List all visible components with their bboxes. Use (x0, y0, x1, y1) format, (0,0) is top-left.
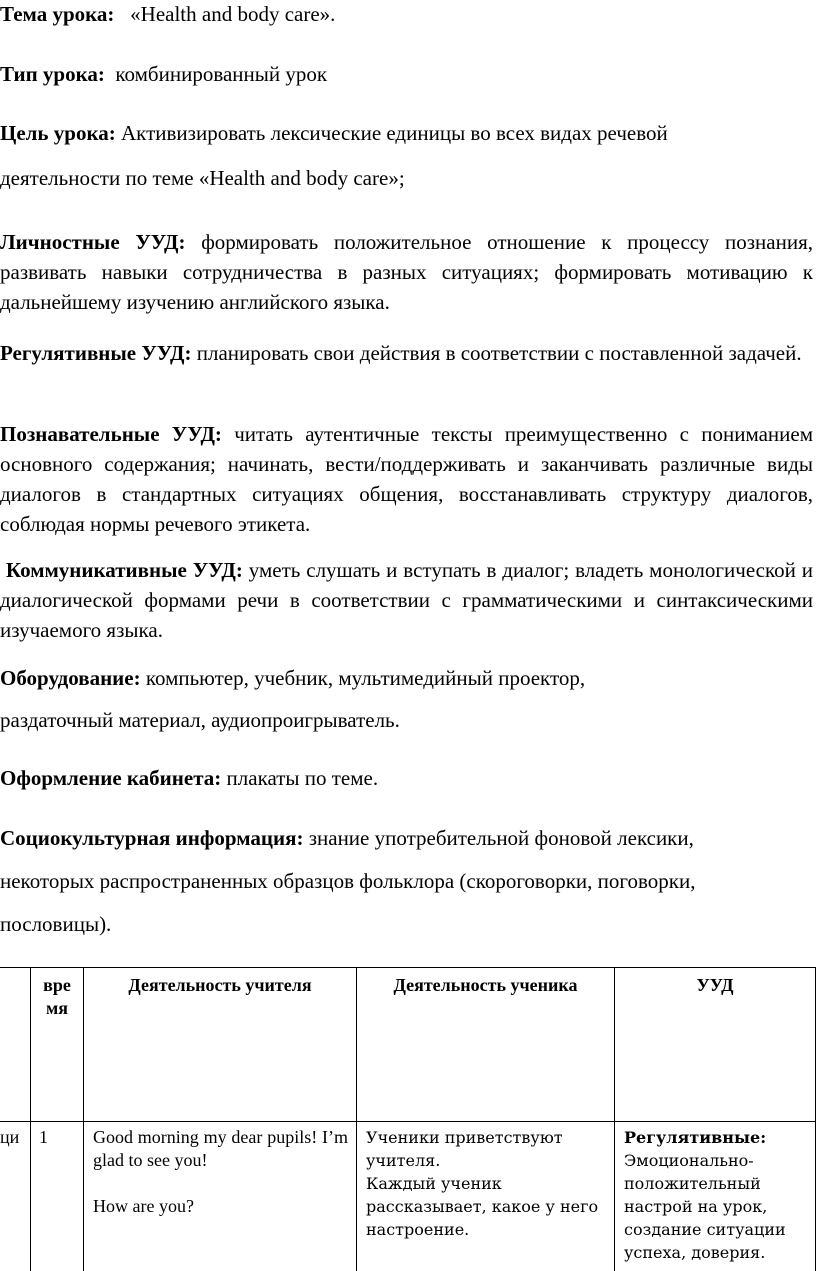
equipment-value-1: компьютер, учебник, мультимедийный проектор, (145, 666, 586, 690)
topic-label: Тема урока: (0, 2, 115, 26)
goal-line-1 (0, 121, 668, 146)
personal-uud (0, 227, 813, 317)
regulative-uud (0, 338, 813, 368)
type-label: Тип урока: (0, 62, 105, 86)
personal-value: формировать положительное отношение к процессу познания, развивать навыки сотрудничества в разных ситуациях; формировать мотивацию к дальнейшему изучению английского языка. (0, 230, 813, 314)
row1-uud-label: Регулятивные: (624, 1128, 767, 1147)
socio-line-1 (0, 826, 694, 851)
socio-value-1: знание употребительной фоновой лексики, (308, 826, 694, 850)
regulative-value: планировать свои действия в соответствии с поставленной задачей. (196, 341, 802, 365)
row1-teacher-cell (83, 1121, 356, 1271)
socio-label: Социокультурная информация: (0, 826, 304, 850)
row1-teacher-question: How are you? (93, 1196, 194, 1216)
goal-value-2: деятельности по теме «Health and body care»; (0, 166, 405, 190)
row1-student-p2: Каждый ученик рассказывает, какое у него настроение. (366, 1174, 599, 1239)
cognitive-value: читать аутентичные тексты преимущественно с пониманием основного содержания; начинать, вести/поддерживать и заканчивать различные виды диалогов в стандартных ситуациях общения, восстанавливать структуру диалогов, соблюдая нормы речевого этикета. (0, 422, 814, 536)
socio-value-2: некоторых распространенных образцов фольклора (скороговорки, поговорки, (0, 869, 696, 893)
equipment-label: Оборудование: (0, 666, 141, 690)
communicative-value: уметь слушать и вступать в диалог; владеть монологической и диалогической формами речи в соответствии с грамматическими и синтаксическими изучаемого языка. (0, 558, 813, 642)
row1-uud-cell (614, 1121, 815, 1271)
header-time-line1: вре (43, 975, 71, 995)
room-line (0, 766, 378, 791)
row1-stage-cell (0, 1121, 30, 1271)
row1-time: 1 (39, 1127, 48, 1147)
equipment-line-1 (0, 666, 585, 691)
equipment-value-2: раздаточный материал, аудиопроигрыватель. (0, 708, 400, 732)
cognitive-uud (0, 419, 813, 539)
header-student-cell (356, 967, 614, 1121)
header-time-line2: мя (46, 998, 68, 1018)
topic-value: «Health and body care». (130, 2, 336, 26)
topic-line (0, 2, 335, 27)
row1-uud-text: Эмоционально-положительный настрой на урок, создание ситуации успеха, доверия. (624, 1151, 786, 1262)
goal-value-1: Активизировать лексические единицы во всех видах речевой (121, 121, 668, 145)
header-student: Деятельность ученика (393, 975, 578, 995)
room-label: Оформление кабинета: (0, 766, 222, 790)
personal-label: Личностные УУД: (0, 230, 186, 254)
lesson-table (0, 967, 815, 1271)
communicative-uud (0, 555, 813, 645)
header-stage-cell (0, 967, 30, 1121)
row1-teacher-greeting: Good morning my dear pupils! I’m glad to see you! (93, 1127, 348, 1170)
type-line (0, 62, 327, 87)
type-value: комбинированный урок (115, 62, 328, 86)
header-teacher: Деятельность учителя (128, 975, 312, 995)
header-time-cell (30, 967, 83, 1121)
communicative-label: Коммуникативные УУД: (5, 558, 243, 582)
cognitive-label: Познавательные УУД: (0, 422, 222, 446)
row1-stage: ци (0, 1127, 20, 1147)
goal-label: Цель урока: (0, 121, 116, 145)
row1-student-cell (356, 1121, 614, 1271)
row1-time-cell (30, 1121, 83, 1271)
socio-value-3: пословицы). (0, 912, 112, 936)
row1-student-p1: Ученики приветствуют учителя. (366, 1128, 563, 1170)
room-value: плакаты по теме. (226, 766, 379, 790)
header-teacher-cell (83, 967, 356, 1121)
regulative-label: Регулятивные УУД: (0, 341, 192, 365)
header-uud: УУД (696, 975, 734, 995)
header-uud-cell (614, 967, 815, 1121)
